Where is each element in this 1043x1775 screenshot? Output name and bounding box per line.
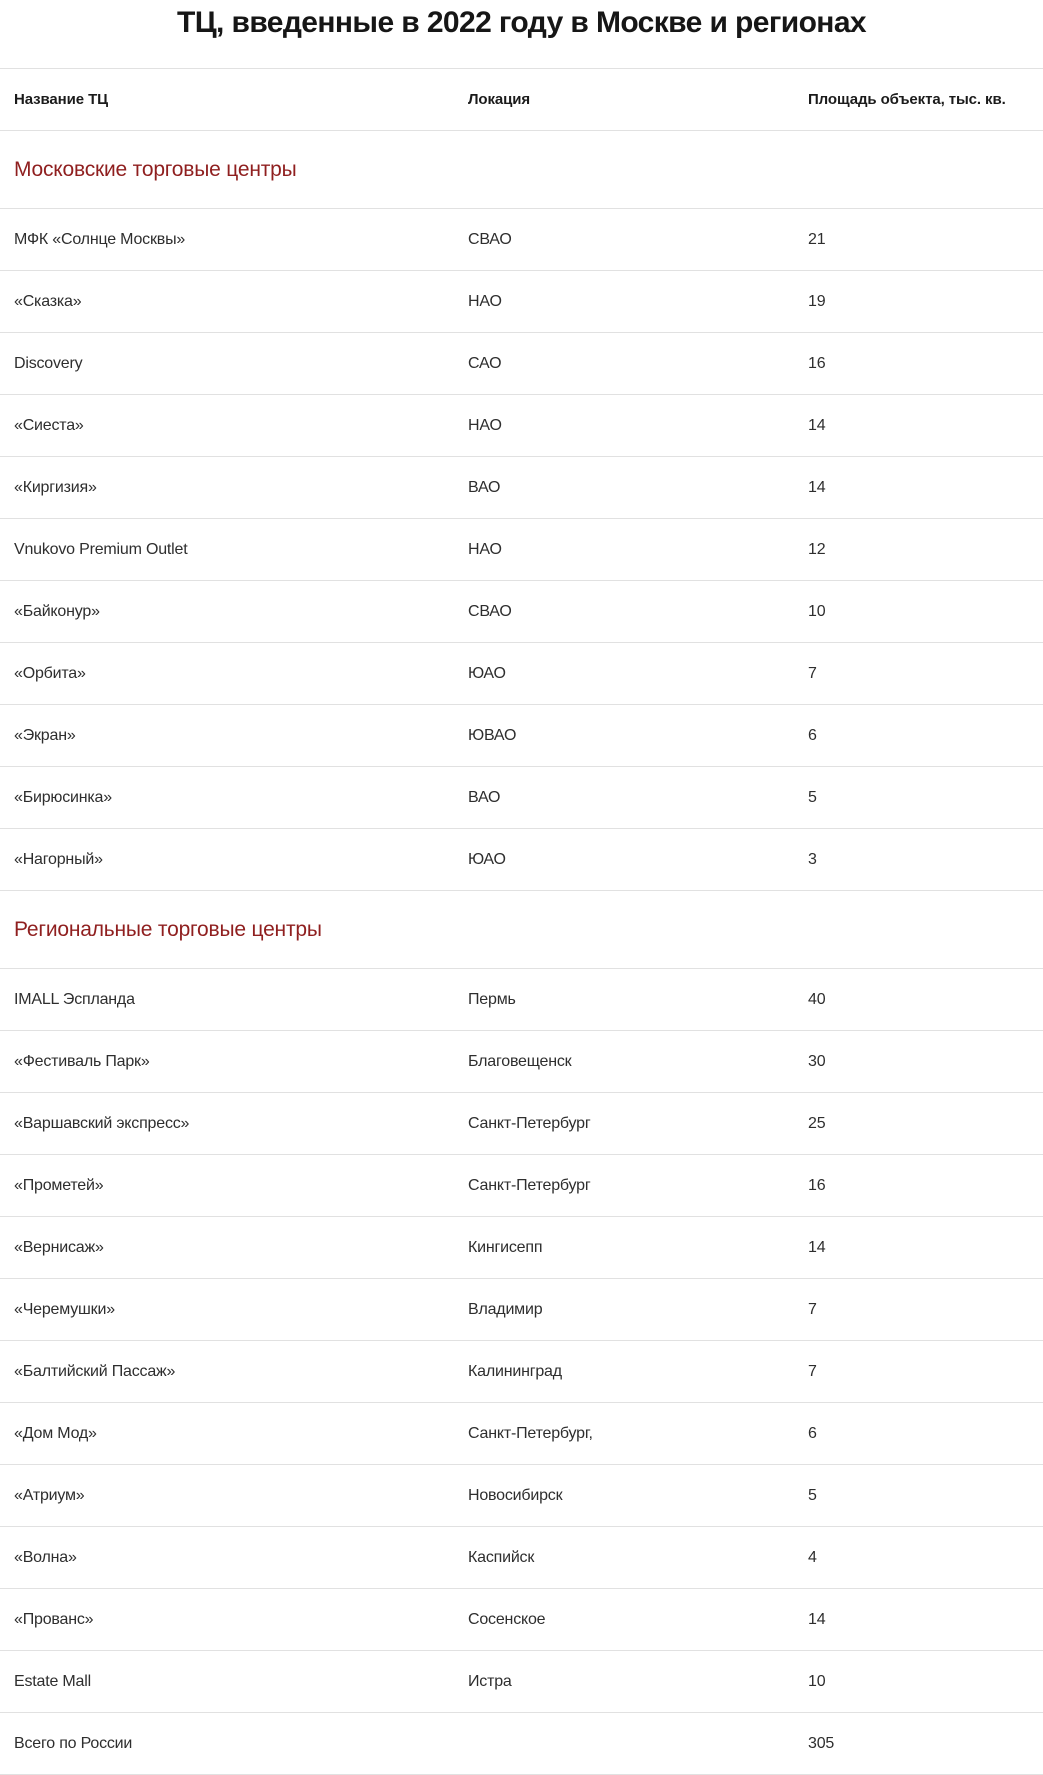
cell-area: 14 [808,1238,826,1256]
page-title: ТЦ, введенные в 2022 году в Москве и регионах [176,6,866,39]
table-row [0,457,1043,519]
cell-area: 6 [808,726,817,744]
table-row [0,581,1043,643]
cell-location: СВАО [468,230,512,248]
table-row [0,519,1043,581]
cell-area: 7 [808,664,817,682]
table-row [0,209,1043,271]
cell-name: «Волна» [14,1548,77,1566]
cell-name: «Бирюсинка» [14,788,112,806]
table-body [0,131,1043,1775]
table-row [0,333,1043,395]
cell-name: МФК «Солнце Москвы» [14,230,186,248]
total-row [0,1713,1043,1775]
cell-location: ЮАО [468,850,506,868]
cell-name: «Фестиваль Парк» [14,1052,150,1070]
cell-location: Истра [468,1672,512,1690]
table-row [0,1651,1043,1713]
cell-location: Кингисепп [468,1238,543,1256]
cell-area: 14 [808,478,826,496]
cell-name: «Балтийский Пассаж» [14,1362,176,1380]
cell-location: ЮАО [468,664,506,682]
section-header-row [0,131,1043,209]
cell-name: «Варшавский экспресс» [14,1114,190,1132]
cell-name: «Киргизия» [14,478,97,496]
cell-area: 3 [808,850,817,868]
total-label: Всего по России [14,1734,133,1752]
table-row [0,395,1043,457]
cell-name: «Дом Мод» [14,1424,97,1442]
cell-location: Санкт-Петербург [468,1114,591,1132]
cell-name: «Сказка» [14,292,82,310]
cell-location: Санкт-Петербург [468,1176,591,1194]
shopping-centers-table [0,68,1043,1775]
table-row [0,969,1043,1031]
table-row [0,1093,1043,1155]
section-title: Региональные торговые центры [14,917,322,941]
table-row [0,1341,1043,1403]
section-title: Московские торговые центры [14,157,297,181]
table-row [0,767,1043,829]
cell-area: 7 [808,1300,817,1318]
table-row [0,271,1043,333]
column-header-area: Площадь объекта, тыс. кв. [808,91,1006,108]
column-header-location: Локация [468,91,531,108]
cell-area: 21 [808,230,826,248]
cell-area: 19 [808,292,826,310]
table-row [0,1403,1043,1465]
cell-name: «Атриум» [14,1486,85,1504]
cell-area: 16 [808,1176,826,1194]
table-row [0,1155,1043,1217]
cell-location: НАО [468,416,502,434]
table-row [0,1031,1043,1093]
cell-location: ВАО [468,478,501,496]
cell-area: 14 [808,416,826,434]
cell-name: «Вернисаж» [14,1238,104,1256]
cell-area: 4 [808,1548,817,1566]
cell-name: Discovery [14,354,83,372]
table-row [0,1217,1043,1279]
total-value: 305 [808,1734,835,1752]
section-header-row [0,891,1043,969]
cell-area: 5 [808,788,817,806]
cell-location: Благовещенск [468,1052,572,1070]
cell-area: 30 [808,1052,826,1070]
cell-area: 14 [808,1610,826,1628]
cell-area: 25 [808,1114,826,1132]
cell-location: ЮВАО [468,726,517,744]
cell-name: Vnukovo Premium Outlet [14,540,188,558]
cell-location: НАО [468,292,502,310]
table-row [0,1465,1043,1527]
cell-location: Новосибирск [468,1486,563,1504]
cell-location: Сосенское [468,1610,546,1628]
column-header-name: Название ТЦ [14,91,108,108]
cell-location: НАО [468,540,502,558]
cell-location: Каспийск [468,1548,535,1566]
title-block [0,0,1043,68]
cell-location: Калининград [468,1362,562,1380]
cell-area: 7 [808,1362,817,1380]
cell-area: 40 [808,990,826,1008]
table-row [0,829,1043,891]
cell-location: Санкт-Петербург, [468,1424,593,1442]
table-row [0,1589,1043,1651]
cell-name: «Сиеста» [14,416,84,434]
cell-name: «Орбита» [14,664,86,682]
cell-location: Владимир [468,1300,543,1318]
table-row [0,643,1043,705]
cell-area: 10 [808,1672,826,1690]
table-row [0,705,1043,767]
cell-location: Пермь [468,990,516,1008]
cell-area: 12 [808,540,826,558]
cell-name: «Нагорный» [14,850,103,868]
table-row [0,1279,1043,1341]
table-row [0,1527,1043,1589]
cell-location: СВАО [468,602,512,620]
cell-area: 6 [808,1424,817,1442]
cell-name: «Прометей» [14,1176,104,1194]
cell-name: «Черемушки» [14,1300,115,1318]
cell-area: 16 [808,354,826,372]
cell-name: IMALL Эспланда [14,990,135,1008]
cell-location: ВАО [468,788,501,806]
cell-area: 5 [808,1486,817,1504]
cell-area: 10 [808,602,826,620]
table-header-row [0,69,1043,131]
cell-location: САО [468,354,502,372]
cell-name: «Прованс» [14,1610,94,1628]
cell-name: Estate Mall [14,1672,91,1690]
cell-name: «Экран» [14,726,76,744]
cell-name: «Байконур» [14,602,100,620]
